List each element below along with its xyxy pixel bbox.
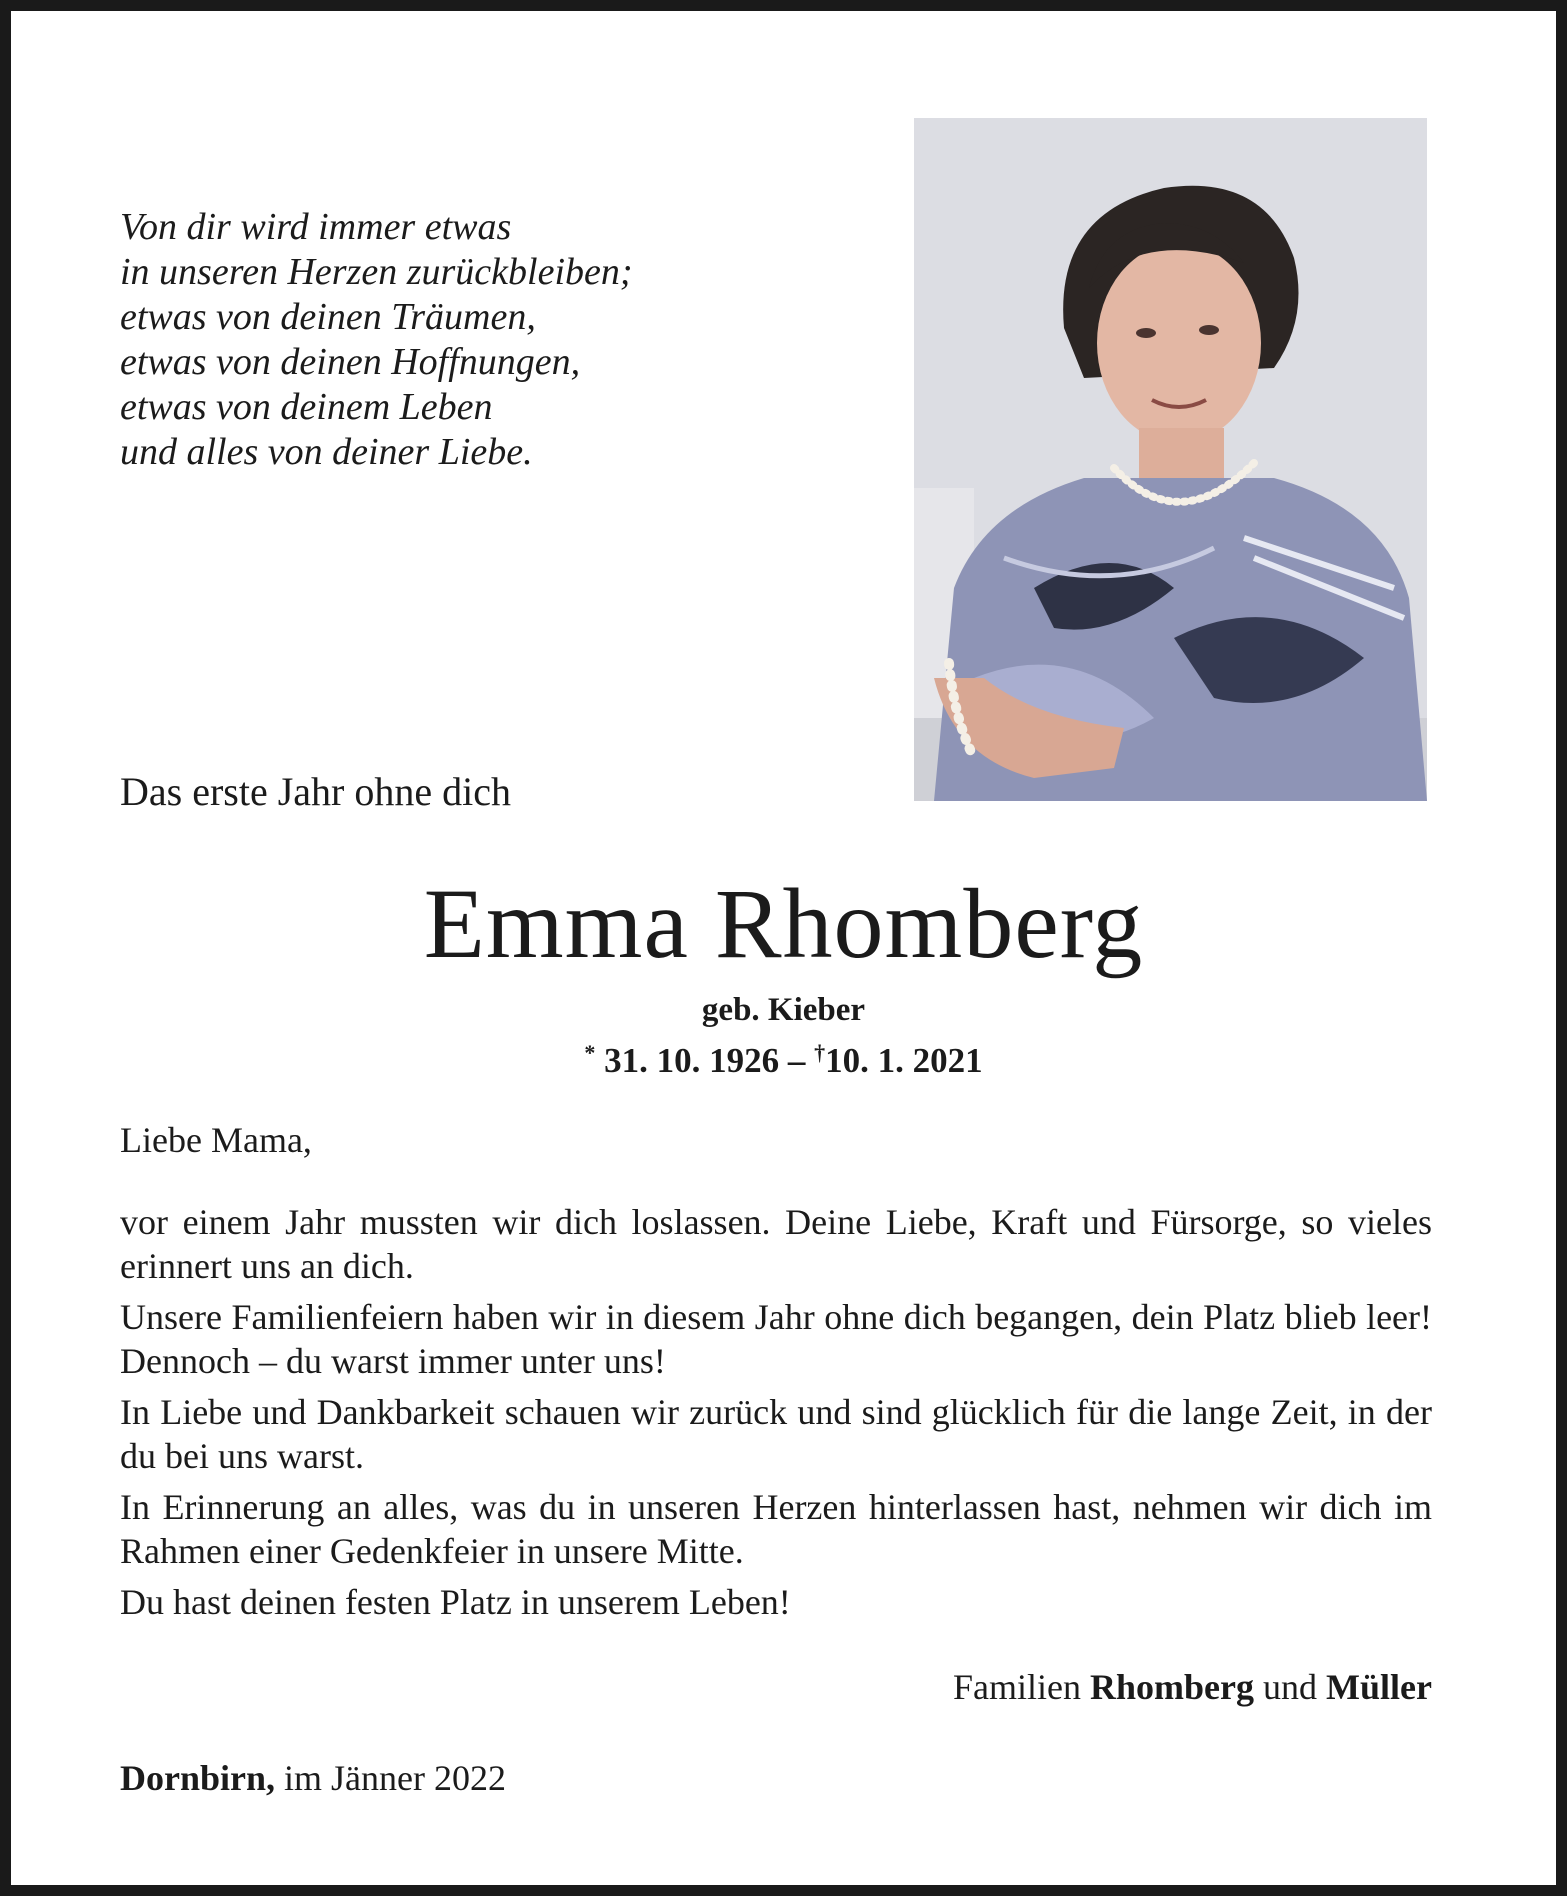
death-symbol: †: [814, 1040, 826, 1065]
intro-line: Das erste Jahr ohne dich: [120, 769, 511, 814]
deceased-name: Emma Rhomberg: [423, 868, 1144, 979]
poem-line: Von dir wird immer etwas: [120, 206, 512, 248]
greeting: Liebe Mama,: [120, 1120, 312, 1160]
poem-line: etwas von deinen Träumen,: [120, 296, 536, 338]
message-paragraph: Du hast deinen festen Platz in unserem Leben!: [120, 1582, 791, 1622]
birth-symbol: *: [584, 1040, 596, 1065]
message-paragraph: Unsere Familienfeiern haben wir in diesem Jahr ohne dich begangen, dein Platz blieb leer! Dennoch – du warst immer unter uns!: [120, 1297, 1432, 1381]
signature-prefix: Familien: [953, 1667, 1082, 1707]
message-paragraph: In Erinnerung an alles, was du in unseren Herzen hinterlassen hast, nehmen wir dich im Rahmen einer Gedenkfeier in unsere Mitte.: [120, 1487, 1432, 1571]
poem-line: und alles von deiner Liebe.: [120, 431, 533, 473]
death-date: 10. 1. 2021: [825, 1041, 983, 1080]
memorial-poem: [120, 205, 780, 475]
family-signature: [953, 1665, 1432, 1709]
message-body: [120, 1200, 1432, 1631]
poem-line: in unseren Herzen zurückbleiben;: [120, 251, 633, 293]
family-name-2: Müller: [1326, 1667, 1432, 1707]
portrait-illustration: [914, 118, 1427, 801]
family-name-1: Rhomberg: [1090, 1667, 1255, 1707]
signature-conjunction: und: [1263, 1667, 1318, 1707]
place-date: [120, 1756, 506, 1800]
portrait-photo: [914, 118, 1427, 801]
birth-date: 31. 10. 1926: [604, 1041, 780, 1080]
maiden-name: geb. Kieber: [701, 992, 866, 1028]
date: im Jänner 2022: [284, 1758, 506, 1798]
life-dates: [0, 1032, 1567, 1082]
poem-line: etwas von deinem Leben: [120, 386, 493, 428]
message-paragraph: vor einem Jahr mussten wir dich loslassen. Deine Liebe, Kraft und Fürsorge, so vieles erinnert uns an dich.: [120, 1202, 1432, 1286]
poem-line: etwas von deinen Hoffnungen,: [120, 341, 581, 383]
message-paragraph: In Liebe und Dankbarkeit schauen wir zurück und sind glücklich für die lange Zeit, in der du bei uns warst.: [120, 1392, 1432, 1476]
date-separator: –: [787, 1041, 806, 1080]
place: Dornbirn,: [120, 1758, 276, 1798]
